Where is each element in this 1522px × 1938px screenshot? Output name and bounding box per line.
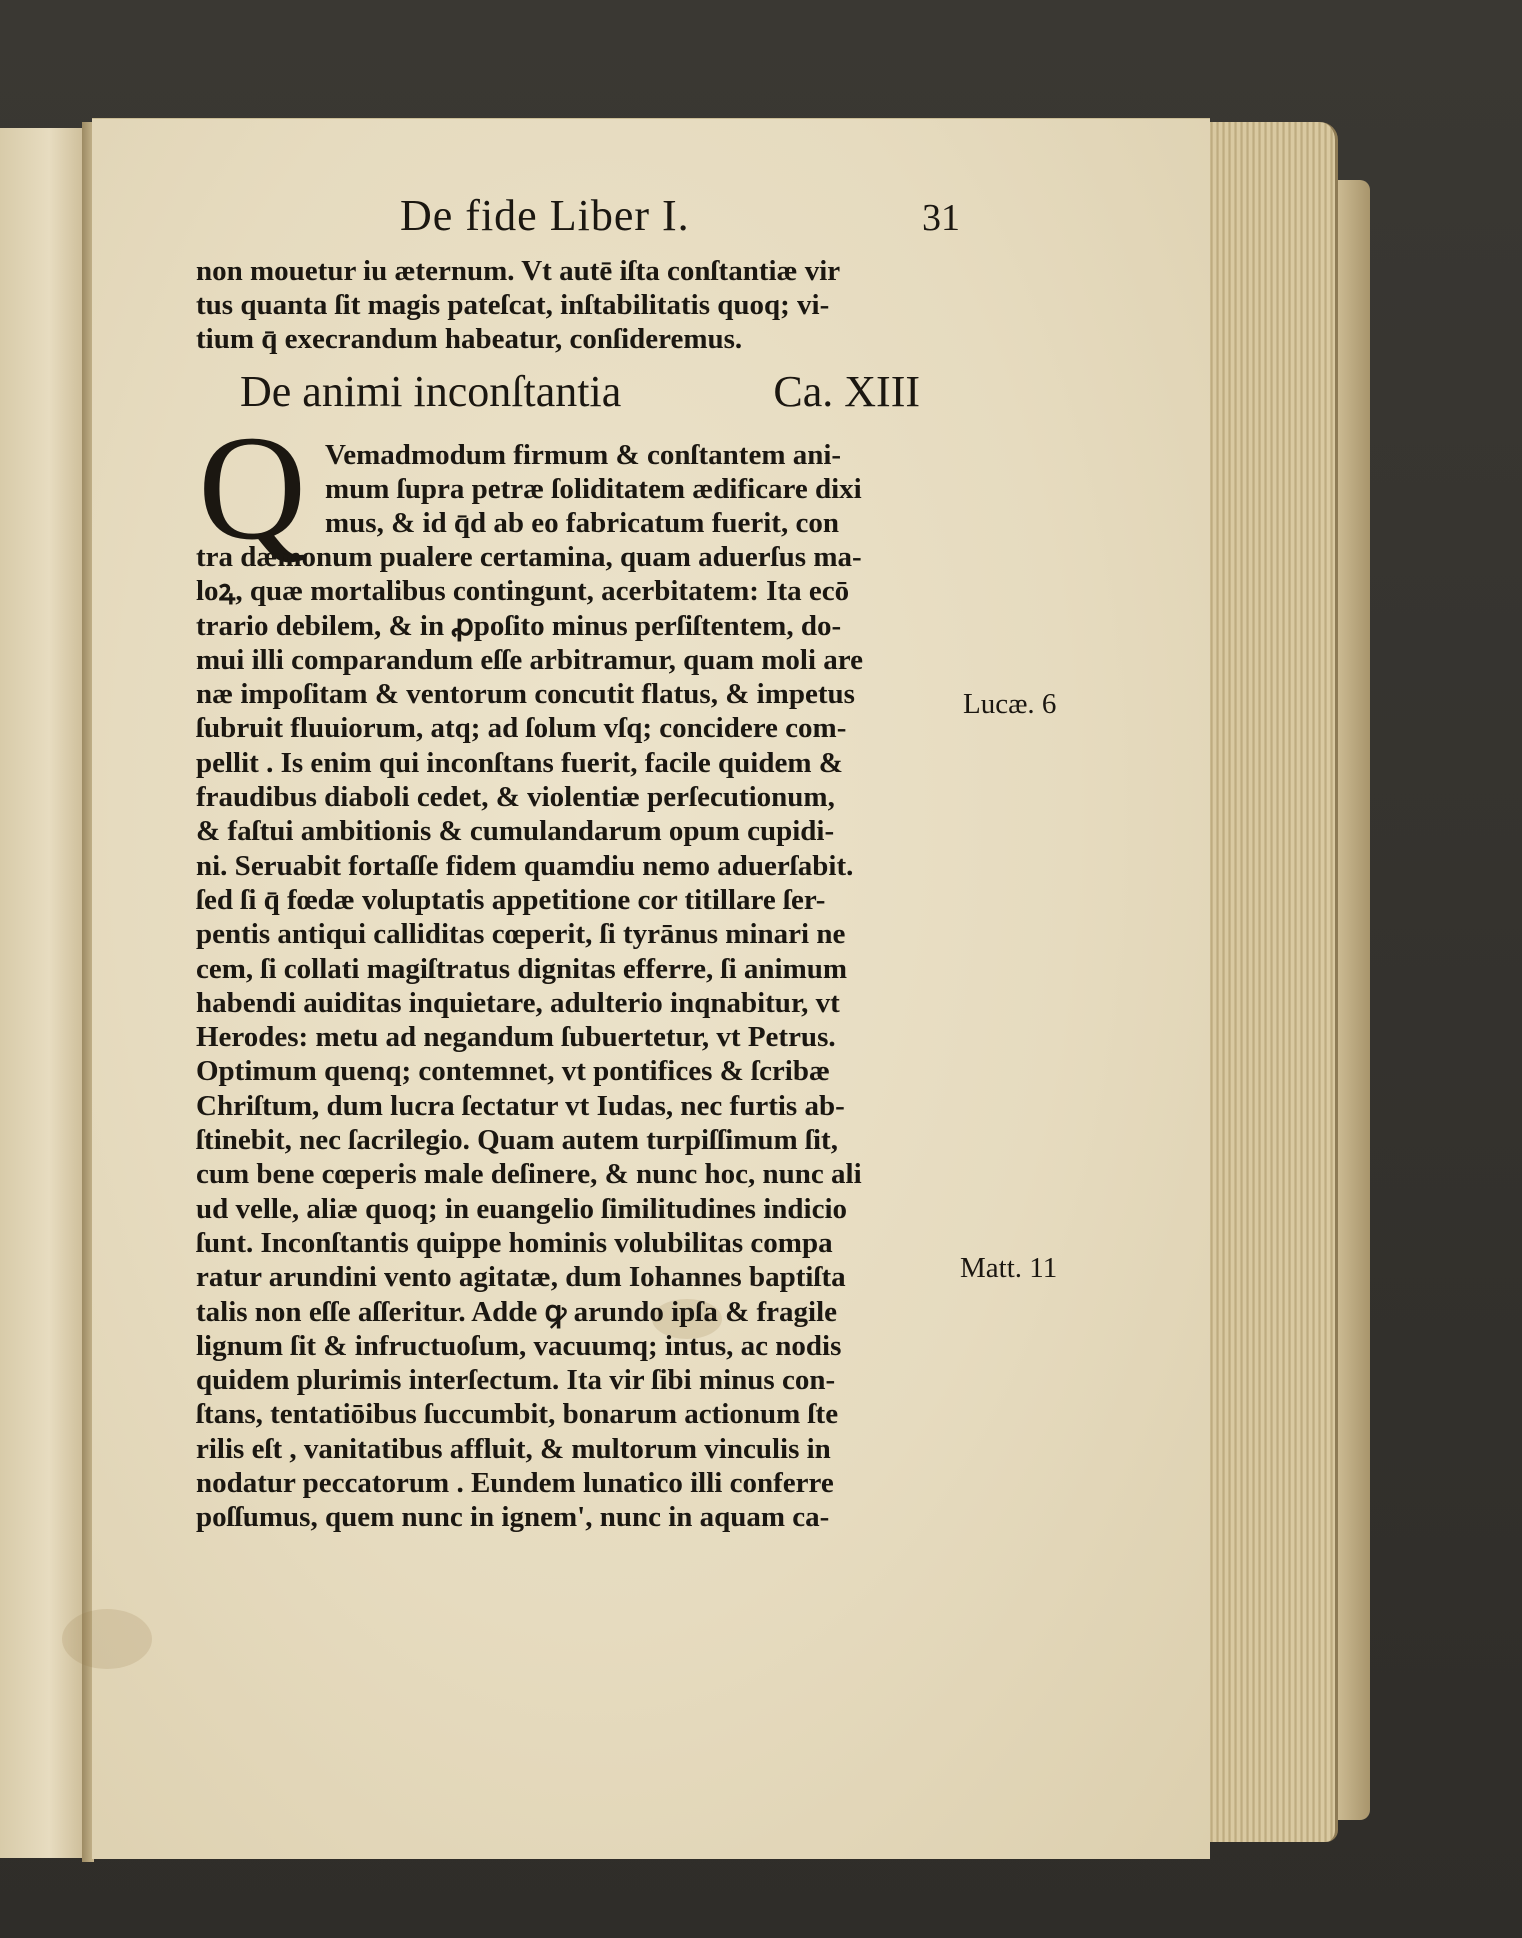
text-line: ſtinebit, nec ſacrilegio. Quam autem turpiſſimum ſit, bbox=[196, 1124, 838, 1157]
text-line: næ impoſitam & ventorum concutit flatus, & impetus bbox=[196, 678, 855, 711]
margin-note-luke: Lucæ. 6 bbox=[963, 688, 1057, 720]
facing-page-edge bbox=[0, 128, 84, 1858]
drop-cap-initial: Q bbox=[198, 405, 307, 571]
drop-cap-lines bbox=[325, 438, 945, 540]
body-text bbox=[196, 540, 956, 1535]
text-line: ſtans, tentatiōibus ſuccumbit, bonarum actionum ſte bbox=[196, 1398, 839, 1431]
text-line: nodatur peccatorum . Eundem lunatico illi conferre bbox=[196, 1467, 834, 1500]
text-line: poſſumus, quem nunc in ignem', nunc in aquam ca- bbox=[196, 1501, 830, 1534]
text-line: trario debilem, & in ꝓpoſito minus perſiſtentem, do- bbox=[196, 609, 842, 642]
text-line: fraudibus diaboli cedet, & violentiæ perſecutionum, bbox=[196, 781, 835, 814]
text-line: cem, ſi collati magiſtratus dignitas efferre, ſi animum bbox=[196, 952, 848, 985]
text-line: Vemadmodum firmum & conſtantem ani- bbox=[325, 439, 842, 471]
text-line: quidem plurimis interſectum. Ita vir ſibi minus con- bbox=[196, 1364, 836, 1397]
text-line: tra dæmonum pualere certamina, quam aduerſus ma- bbox=[196, 541, 862, 573]
text-line: Chriſtum, dum lucra ſectatur vt Iudas, nec furtis ab- bbox=[196, 1089, 845, 1122]
margin-note-matthew: Matt. 11 bbox=[960, 1252, 1058, 1284]
text-line: Herodes: metu ad negandum ſubuertetur, vt Petrus. bbox=[196, 1021, 836, 1054]
text-line: tus quanta ſit magis pateſcat, inſtabilitatis quoq; vi- bbox=[196, 289, 830, 321]
text-line: ſed ſi q̄ fœdæ voluptatis appetitione cor titillare ſer- bbox=[196, 883, 826, 916]
chapter-heading bbox=[240, 366, 920, 417]
text-line: ratur arundini vento agitatæ, dum Iohannes baptiſta bbox=[196, 1261, 846, 1294]
page-number: 31 bbox=[922, 197, 960, 239]
running-head bbox=[400, 190, 960, 240]
page-stain bbox=[62, 1609, 152, 1669]
page-edges bbox=[1195, 122, 1338, 1842]
text-line: ud velle, aliæ quoq; in euangelio ſimilitudines indicio bbox=[196, 1192, 848, 1225]
text-line: cum bene cœperis male deſinere, & nunc hoc, nunc ali bbox=[196, 1158, 862, 1191]
chapter-title: De animi inconſtantia bbox=[240, 367, 622, 416]
text-line: lignum ſit & infructuoſum, vacuumq; intus, ac nodis bbox=[196, 1329, 842, 1362]
opening-lines bbox=[196, 254, 946, 356]
text-line: tium q̄ execrandum habeatur, conſideremus. bbox=[196, 323, 743, 355]
text-line: Optimum quenq; contemnet, vt pontifices & ſcribæ bbox=[196, 1055, 830, 1088]
text-line: mui illi comparandum eſſe arbitramur, quam moli are bbox=[196, 643, 863, 676]
text-line: & faſtui ambitionis & cumulandarum opum cupidi- bbox=[196, 815, 835, 848]
text-line: pellit . Is enim qui inconſtans fuerit, facile quidem & bbox=[196, 746, 843, 779]
text-line: ni. Seruabit fortaſſe fidem quamdiu nemo aduerſabit. bbox=[196, 849, 854, 882]
text-line: non mouetur iu æternum. Vt autē iſta conſtantiæ vir bbox=[196, 255, 841, 287]
text-line: pentis antiqui calliditas cœperit, ſi tyrānus minari ne bbox=[196, 918, 846, 951]
text-line: talis non eſſe aſſeritur. Adde ꝙ arundo ipſa & fragile bbox=[196, 1295, 838, 1328]
text-line: mum ſupra petræ ſoliditatem ædificare dixi bbox=[325, 473, 862, 505]
running-title: De fide Liber I. bbox=[400, 191, 690, 240]
text-line: loꝝ, quæ mortalibus contingunt, acerbitatem: Ita ecō bbox=[196, 575, 850, 608]
text-line: mus, & id q̄d ab eo fabricatum fuerit, con bbox=[325, 507, 839, 539]
text-line: rilis eſt , vanitatibus affluit, & multorum vinculis in bbox=[196, 1432, 831, 1465]
text-line: ſubruit fluuiorum, atq; ad ſolum vſq; concidere com- bbox=[196, 712, 847, 745]
text-line: ſunt. Inconſtantis quippe hominis volubilitas compa bbox=[196, 1226, 833, 1259]
text-line: habendi auiditas inquietare, adulterio inqnabitur, vt bbox=[196, 986, 840, 1019]
chapter-number: Ca. XIII bbox=[773, 367, 920, 416]
